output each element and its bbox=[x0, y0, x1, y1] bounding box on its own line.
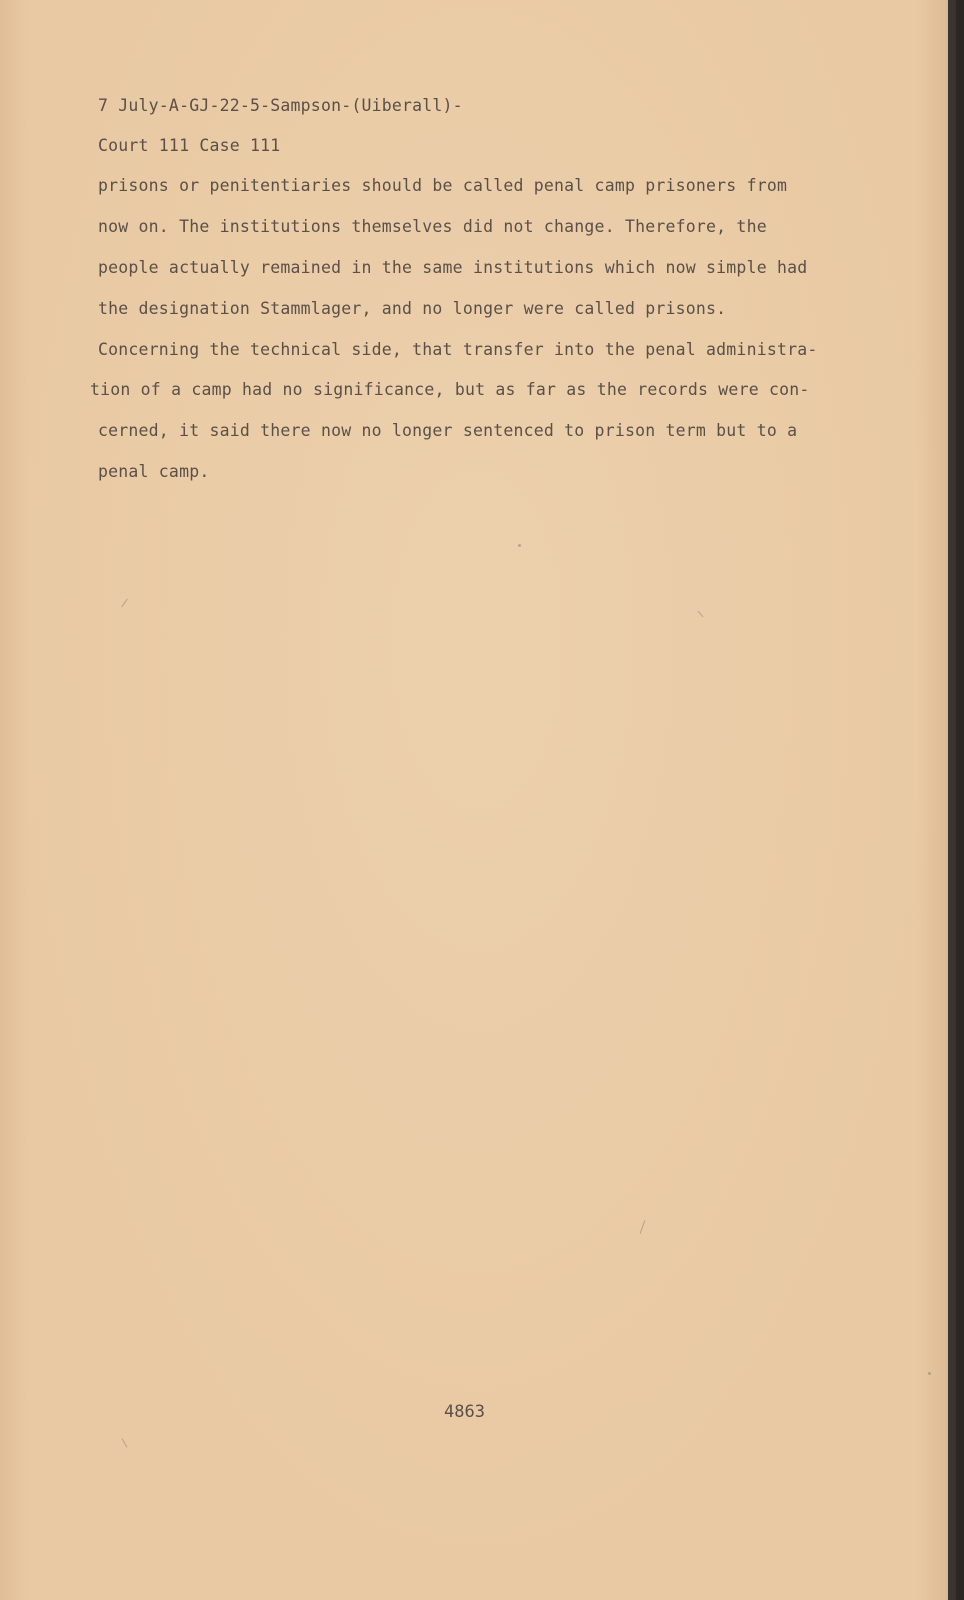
body-line: the designation Stammlager, and no longer were called prisons. bbox=[98, 299, 727, 318]
body-line: cerned, it said there now no longer sentenced to prison term but to a bbox=[98, 421, 798, 440]
body-line: now on. The institutions themselves did not change. Therefore, the bbox=[98, 217, 767, 236]
body-line: penal camp. bbox=[98, 462, 210, 481]
page-number: 4863 bbox=[444, 1402, 485, 1422]
body-line: Concerning the technical side, that transfer into the penal administra- bbox=[98, 340, 818, 359]
page-edge bbox=[948, 0, 956, 1600]
body-line: tion of a camp had no significance, but as far as the records were con- bbox=[90, 380, 810, 399]
document-header-court-line: Court 111 Case 111 bbox=[98, 136, 281, 155]
paper-speck bbox=[640, 1220, 646, 1233]
paper-speck bbox=[698, 611, 704, 618]
paper-speck bbox=[518, 544, 521, 547]
paper-speck bbox=[928, 1372, 931, 1375]
body-line: people actually remained in the same institutions which now simple had bbox=[98, 258, 808, 277]
paper-speck bbox=[121, 599, 128, 608]
document-header-date-line: 7 July-A-GJ-22-5-Sampson-(Uiberall)- bbox=[98, 96, 463, 115]
body-line: prisons or penitentiaries should be called penal camp prisoners from bbox=[98, 176, 788, 195]
paper-speck bbox=[122, 1438, 128, 1447]
